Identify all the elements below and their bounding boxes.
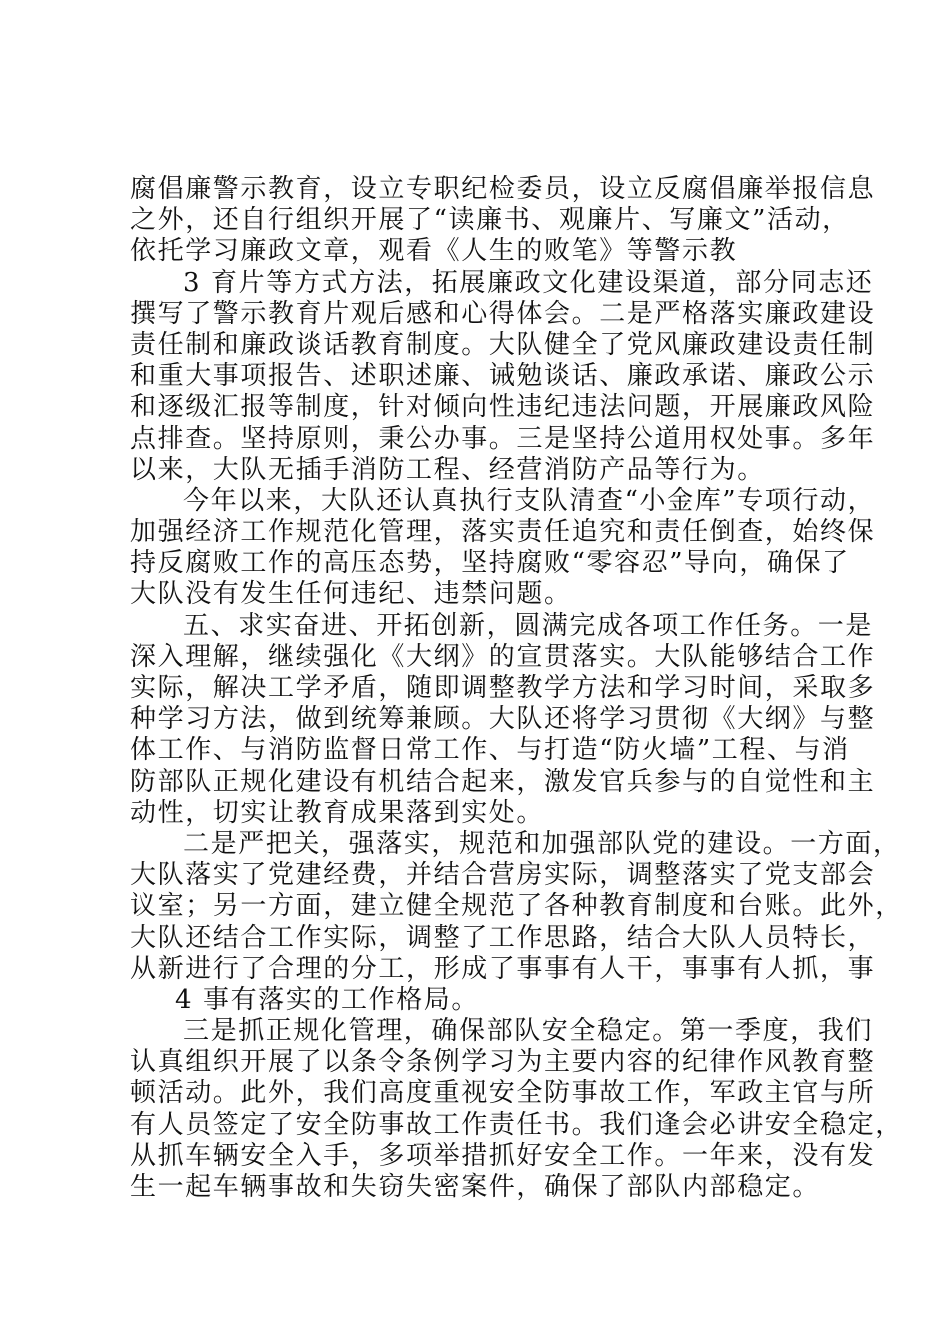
text-line-page-marker-4: 4 事有落实的工作格局。 [175, 984, 480, 1015]
text-line: 体工作、与消防监督日常工作、与打造“防火墙”工程、与消 [130, 735, 850, 766]
text-line: 依托学习廉政文章，观看《人生的败笔》等警示教 [130, 236, 738, 267]
text-line: 大队没有发生任何违纪、违禁问题。 [130, 579, 572, 610]
text-line: 撰写了警示教育片观后感和心得体会。二是严格落实廉政建设 [130, 298, 876, 329]
document-body [130, 174, 903, 1203]
text-line: 和逐级汇报等制度，针对倾向性违纪违法问题，开展廉政风险 [130, 392, 876, 423]
paragraph-start-line: 二是严把关，强落实，规范和加强部队党的建设。一方面， [183, 828, 901, 859]
paragraph-start-line: 今年以来，大队还认真执行支队清查“小金库”专项行动， [183, 485, 876, 516]
text-line: 之外，还自行组织开展了“读廉书、观廉片、写廉文”活动， [130, 205, 850, 236]
text-line: 持反腐败工作的高压态势，坚持腐败“零容忍”导向，确保了 [130, 548, 850, 579]
paragraph-start-line: 三是抓正规化管理，确保部队安全稳定。第一季度，我们 [183, 1016, 874, 1047]
text-line: 动性，切实让教育成果落到实处。 [130, 797, 545, 828]
text-line: 腐倡廉警示教育，设立专职纪检委员，设立反腐倡廉举报信息 [130, 174, 876, 204]
text-line: 从抓车辆安全入手，多项举措抓好安全工作。一年来，没有发 [130, 1140, 876, 1171]
text-line: 深入理解，继续强化《大纲》的宣贯落实。大队能够结合工作 [130, 641, 876, 672]
text-line: 种学习方法，做到统筹兼顾。大队还将学习贯彻《大纲》与整 [130, 704, 876, 735]
text-line: 大队落实了党建经费，并结合营房实际，调整落实了党支部会 [130, 860, 876, 891]
text-line: 从新进行了合理的分工，形成了事事有人干，事事有人抓，事 [130, 953, 876, 984]
text-line: 和重大事项报告、述职述廉、诫勉谈话、廉政承诺、廉政公示 [130, 361, 876, 392]
text-line: 防部队正规化建设有机结合起来，激发官兵参与的自觉性和主 [130, 766, 876, 797]
text-line: 生一起车辆事故和失窃失密案件，确保了部队内部稳定。 [130, 1172, 821, 1202]
text-line: 加强经济工作规范化管理，落实责任追究和责任倒查，始终保 [130, 517, 876, 548]
text-line: 顿活动。此外，我们高度重视安全防事故工作，军政主官与所 [130, 1078, 876, 1109]
text-line: 以来，大队无插手消防工程、经营消防产品等行为。 [130, 454, 765, 485]
text-line: 实际，解决工学矛盾，随即调整教学方法和学习时间，采取多 [130, 673, 876, 703]
text-line: 大队还结合工作实际，调整了工作思路，结合大队人员特长， [130, 922, 876, 953]
paragraph-start-line: 五、求实奋进、开拓创新，圆满完成各项工作任务。一是 [183, 610, 874, 641]
text-line: 责任制和廉政谈话教育制度。大队健全了党风廉政建设责任制 [130, 329, 876, 360]
text-line: 点排查。坚持原则，秉公办事。三是坚持公道用权处事。多年 [130, 423, 876, 454]
text-line: 议室；另一方面，建立健全规范了各种教育制度和台账。此外， [130, 891, 903, 922]
text-line-page-marker-3: 3 育片等方式方法，拓展廉政文化建设渠道，部分同志还 [183, 267, 874, 298]
text-line: 认真组织开展了以条令条例学习为主要内容的纪律作风教育整 [130, 1047, 876, 1078]
text-line: 有人员签定了安全防事故工作责任书。我们逢会必讲安全稳定， [130, 1109, 903, 1140]
